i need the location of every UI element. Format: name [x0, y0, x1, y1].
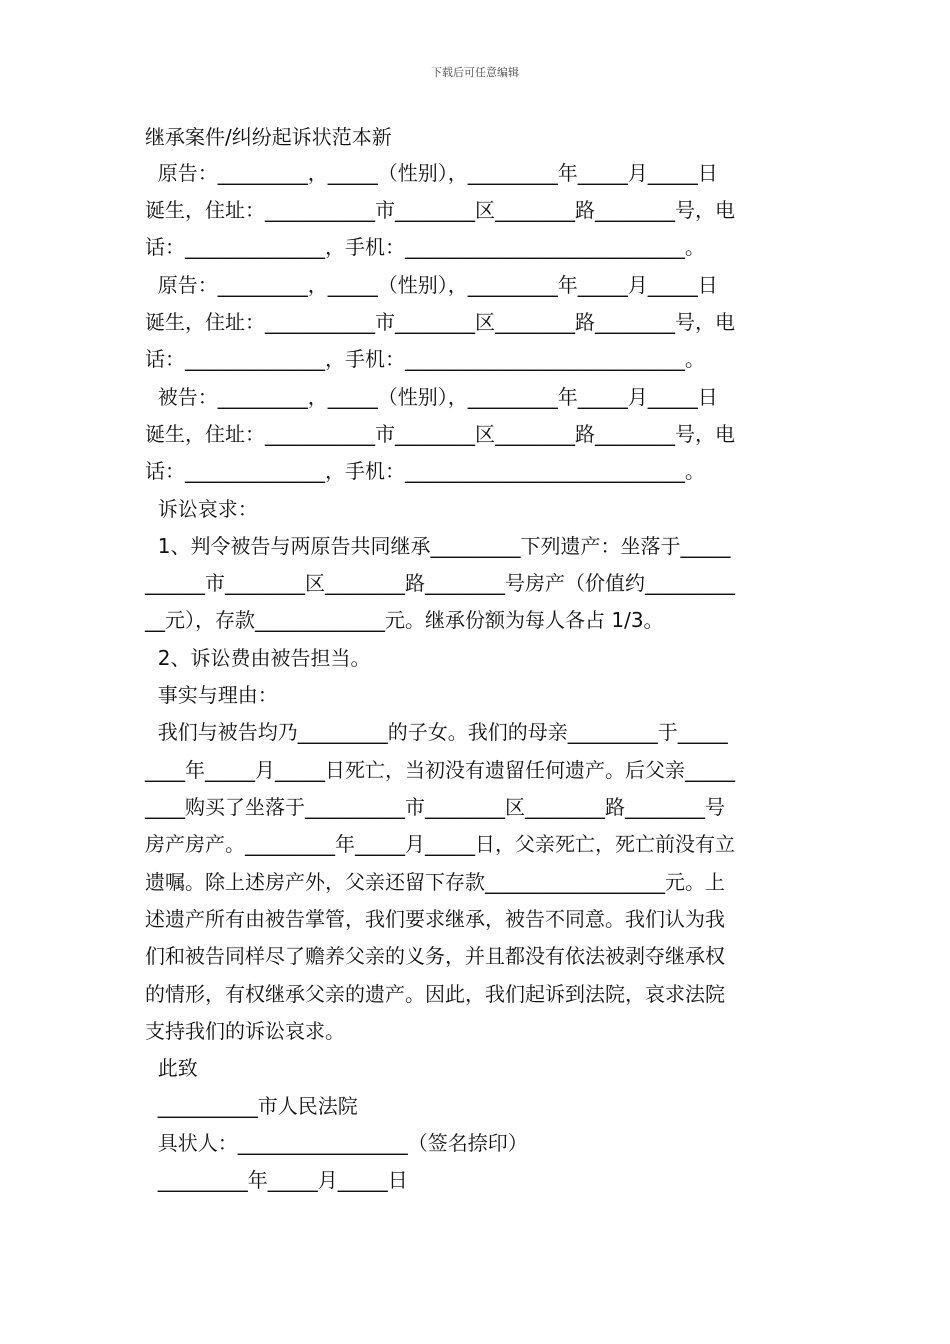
body-line: ____年_____月_____日死亡，当初没有遗留任何遗产。后父亲_____: [145, 758, 735, 782]
court-line: __________市人民法院: [145, 1094, 358, 1118]
body-line: 话：______________，手机：____________________________。: [145, 459, 705, 483]
body-line: __元），存款_____________元。继承份额为每人各占 1/3。: [145, 608, 664, 632]
signature-line: 具状人：_________________（签名捺印）: [145, 1131, 528, 1155]
section-heading: 事实与理由：: [145, 683, 278, 707]
body-line: 的情形，有权继承父亲的遗产。因此，我们起诉到法院，哀求法院: [145, 982, 725, 1006]
body-line: 支持我们的诉讼哀求。: [145, 1019, 345, 1043]
page-header: 下载后可任意编辑: [431, 66, 519, 79]
body-line: 们和被告同样尽了赡养父亲的义务，并且都没有依法被剥夺继承权: [145, 944, 725, 968]
section-heading: 诉讼哀求：: [145, 497, 258, 521]
date-line: _________年_____月_____日: [145, 1168, 408, 1192]
closing-line: 此致: [145, 1056, 198, 1080]
body-line: 原告：_________，_____（性别），_________年_____月_____日: [145, 161, 718, 185]
body-line: 话：______________，手机：____________________________。: [145, 235, 705, 259]
body-line: ____购买了坐落于__________市________区________路________号: [145, 795, 725, 819]
body-line: 1、判令被告与两原告共同继承_________下列遗产：坐落于_____: [145, 534, 731, 558]
body-line: 原告：_________，_____（性别），_________年_____月_____日: [145, 273, 718, 297]
body-line: 诞生，住址：___________市________区________路________号，电: [145, 422, 735, 446]
document-title: 继承案件/纠纷起诉状范本新: [145, 125, 392, 149]
body-line: 述遗产所有由被告掌管，我们要求继承，被告不同意。我们认为我: [145, 907, 725, 931]
body-line: 房产房产。_________年_____月_____日，父亲死亡，死亡前没有立: [145, 832, 735, 856]
body-line: 被告：_________，_____（性别），_________年_____月_____日: [145, 385, 718, 409]
body-line: 我们与被告均乃_________的子女。我们的母亲_________于_____: [145, 720, 728, 744]
body-line: 2、诉讼费由被告担当。: [145, 646, 371, 670]
body-line: ______市________区________路________号房产（价值约_________: [145, 571, 735, 595]
body-line: 诞生，住址：___________市________区________路________号，电: [145, 310, 735, 334]
body-line: 遗嘱。除上述房产外，父亲还留下存款__________________元。上: [145, 870, 725, 894]
body-line: 诞生，住址：___________市________区________路________号，电: [145, 198, 735, 222]
body-line: 话：______________，手机：____________________________。: [145, 347, 705, 371]
